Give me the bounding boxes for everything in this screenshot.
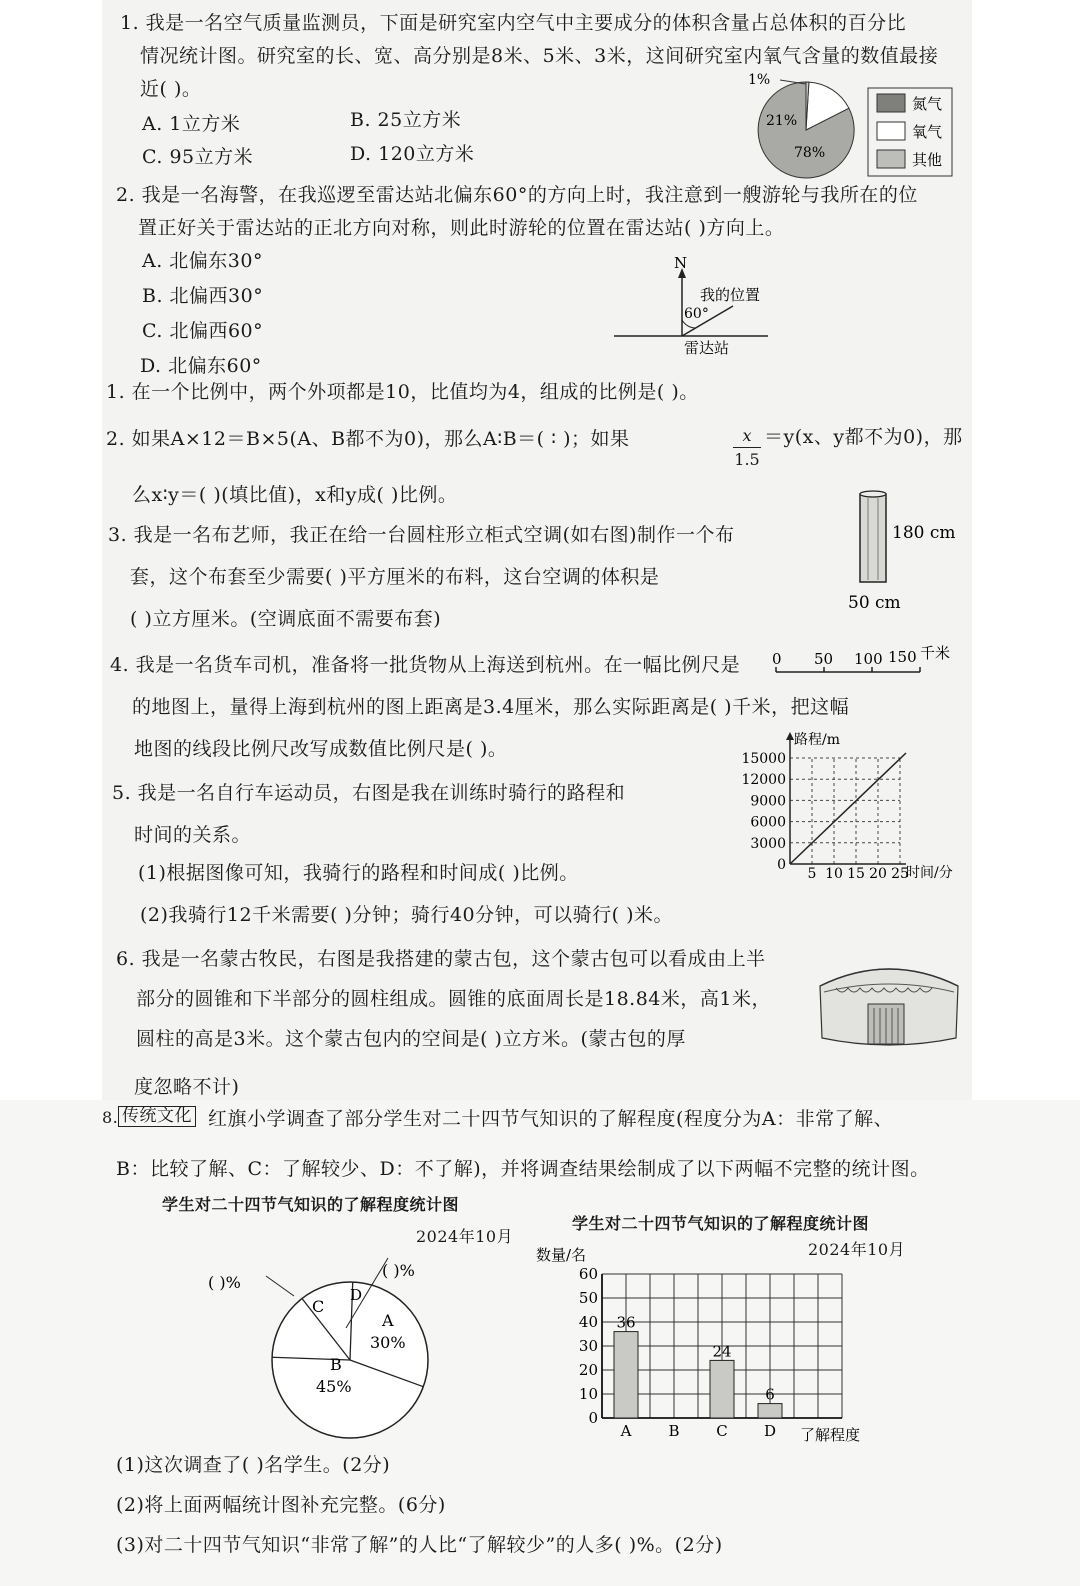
y-axis-arrow-icon bbox=[786, 732, 794, 740]
x-tick-label: 10 bbox=[825, 866, 843, 882]
q1-line3: 近( )。 bbox=[140, 78, 202, 100]
height-label: 180 cm bbox=[892, 523, 956, 543]
y-tick-label: 3000 bbox=[750, 835, 786, 852]
x-tick-label: 5 bbox=[807, 866, 817, 882]
legend-swatch-other bbox=[877, 150, 905, 168]
pie-label-1pct: 1% bbox=[748, 72, 771, 88]
y-tick-label: 0 bbox=[777, 857, 786, 873]
scale-unit: 千米 bbox=[920, 644, 951, 662]
pie-leader-c bbox=[266, 1276, 294, 1296]
legend-label-other: 其他 bbox=[912, 151, 943, 169]
pie-blank-left: ( )% bbox=[208, 1273, 241, 1292]
fill-q2-part1: 2. 如果A×12＝B×5(A、B都不为0)，那么A∶B＝( ∶ )；如果 bbox=[106, 428, 630, 450]
bar-y-tick: 20 bbox=[578, 1361, 598, 1379]
q1-option-a: A. 1立方米 bbox=[142, 113, 241, 135]
legend-label-oxygen: 氧气 bbox=[912, 123, 943, 141]
pie-seg-a-pct: 30% bbox=[370, 1333, 406, 1352]
q8-number: 8. bbox=[102, 1108, 119, 1127]
bar-x-tick: A bbox=[620, 1422, 632, 1440]
bar-value-label: 24 bbox=[712, 1342, 732, 1361]
cylinder-top bbox=[860, 491, 886, 497]
fraction-denominator: 1.5 bbox=[734, 450, 760, 469]
q8-sub3: (3)对二十四节气知识“非常了解”的人比“了解较少”的人多( )%。(2分) bbox=[116, 1534, 723, 1556]
q1-option-c: C. 95立方米 bbox=[142, 146, 254, 168]
bar-value-label: 36 bbox=[616, 1313, 636, 1332]
q2-option-a: A. 北偏东30° bbox=[142, 250, 263, 272]
pie-chart-title: 学生对二十四节气知识的了解程度统计图 bbox=[162, 1195, 460, 1214]
bar-y-tick: 40 bbox=[578, 1313, 598, 1331]
pie-chart-date: 2024年10月 bbox=[416, 1227, 514, 1246]
pie-seg-d: D bbox=[350, 1286, 363, 1304]
scale-tick-0: 0 bbox=[772, 650, 782, 668]
fill-q5-sub1: (1)根据图像可知，我骑行的路程和时间成( )比例。 bbox=[138, 862, 579, 884]
pie-seg-b: B bbox=[330, 1355, 342, 1374]
q2-option-b: B. 北偏西30° bbox=[142, 285, 264, 307]
fraction-numerator: x bbox=[742, 426, 752, 445]
q1-option-d: D. 120立方米 bbox=[350, 143, 475, 165]
bar-y-tick: 60 bbox=[578, 1265, 598, 1283]
fill-q3-line2: 套，这个布套至少需要( )平方厘米的布料，这台空调的体积是 bbox=[130, 566, 660, 588]
survey-bar-chart bbox=[530, 1240, 890, 1450]
legend-swatch-oxygen bbox=[877, 122, 905, 140]
fill-q3-line3: ( )立方厘米。(空调底面不需要布套) bbox=[130, 608, 442, 630]
bar-x-tick: D bbox=[763, 1422, 777, 1440]
survey-pie-chart bbox=[200, 1252, 500, 1452]
y-axis-title: 路程/m bbox=[794, 732, 840, 748]
cylinder-body bbox=[860, 494, 886, 582]
bar-x-tick: B bbox=[668, 1422, 680, 1440]
q1-line2: 情况统计图。研究室的长、宽、高分别是8米、5米、3米，这间研究室内氧气含量的数值最接 bbox=[140, 45, 939, 67]
fill-q6-line1: 6. 我是一名蒙古牧民，右图是我搭建的蒙古包，这个蒙古包可以看成由上半 bbox=[116, 948, 766, 970]
x-tick-label: 25 bbox=[891, 866, 909, 882]
q1-air-pie-figure bbox=[740, 66, 970, 186]
pie-seg-c: C bbox=[312, 1297, 325, 1316]
y-tick-label: 9000 bbox=[750, 793, 786, 810]
q2-option-c: C. 北偏西60° bbox=[142, 320, 264, 342]
fill-q1: 1. 在一个比例中，两个外项都是10，比值均为4，组成的比例是( )。 bbox=[106, 381, 699, 403]
x-axis-title: 时间/分 bbox=[906, 865, 953, 881]
y-tick-label: 12000 bbox=[741, 772, 786, 789]
pie-blank-right: ( )% bbox=[382, 1261, 415, 1280]
fill-q5-line2: 时间的关系。 bbox=[134, 824, 252, 846]
bar-chart-date: 2024年10月 bbox=[808, 1240, 906, 1259]
fill-q2-part2: ＝y(x、y都不为0)，那 bbox=[764, 426, 963, 448]
bar-chart-title: 学生对二十四节气知识的了解程度统计图 bbox=[572, 1214, 870, 1233]
y-tick-label: 6000 bbox=[750, 814, 786, 831]
fill-q4-line1: 4. 我是一名货车司机，准备将一批货物从上海送到杭州。在一幅比例尺是 bbox=[110, 654, 741, 676]
q1-option-b: B. 25立方米 bbox=[350, 109, 462, 131]
q2-direction-figure bbox=[608, 252, 788, 362]
fill-q6-line4: 度忽略不计) bbox=[134, 1076, 240, 1098]
scale-tick-150: 150 bbox=[888, 648, 917, 666]
q8-sub2: (2)将上面两幅统计图补充完整。(6分) bbox=[116, 1494, 446, 1516]
q2-line2: 置正好关于雷达站的正北方向对称，则此时游轮的位置在雷达站( )方向上。 bbox=[138, 217, 785, 239]
q8-sub1: (1)这次调查了( )名学生。(2分) bbox=[116, 1454, 391, 1476]
bar-y-tick: 10 bbox=[578, 1385, 598, 1403]
y-tick-label: 15000 bbox=[741, 751, 786, 767]
q1-legend bbox=[868, 88, 952, 176]
fill-q4-line2: 的地图上，量得上海到杭州的图上距离是3.4厘米，那么实际距离是( )千米，把这幅 bbox=[132, 696, 850, 718]
scale-tick-50: 50 bbox=[814, 650, 834, 668]
aircon-cylinder-figure bbox=[846, 486, 966, 616]
pie-seg-a: A bbox=[382, 1311, 394, 1330]
my-position-label: 我的位置 bbox=[700, 286, 761, 304]
fill-q5-sub2: (2)我骑行12千米需要( )分钟；骑行40分钟，可以骑行( )米。 bbox=[140, 904, 673, 926]
fill-q6-line2: 部分的圆锥和下半部分的圆柱组成。圆锥的底面周长是18.84米，高1米， bbox=[136, 988, 771, 1010]
pie-seg-b-pct: 45% bbox=[316, 1377, 352, 1396]
x-tick-label: 15 bbox=[847, 866, 865, 882]
bar-y-tick: 30 bbox=[578, 1337, 598, 1355]
bar-x-tick: C bbox=[716, 1422, 728, 1440]
distance-time-line bbox=[790, 753, 906, 864]
fill-q3-line1: 3. 我是一名布艺师，我正在给一台圆柱形立柜式空调(如右图)制作一个布 bbox=[108, 524, 735, 546]
q8-tag: 传统文化 bbox=[118, 1106, 196, 1127]
fill-q6-line3: 圆柱的高是3米。这个蒙古包内的空间是( )立方米。(蒙古包的厚 bbox=[136, 1028, 686, 1050]
fill-q4-line3: 地图的线段比例尺改写成数值比例尺是( )。 bbox=[134, 738, 508, 760]
fill-q2-part3: 么x∶y＝( )(填比值)，x和y成( )比例。 bbox=[132, 484, 458, 506]
q8-line2: B：比较了解、C：了解较少、D：不了解)，并将调查结果绘制成了以下两幅不完整的统计图。 bbox=[116, 1158, 930, 1180]
x-tick-label: 20 bbox=[869, 866, 887, 882]
diameter-label: 50 cm bbox=[848, 593, 901, 613]
north-label: N bbox=[674, 254, 688, 272]
legend-swatch-nitrogen bbox=[877, 94, 905, 112]
bar-C bbox=[710, 1360, 734, 1418]
q1-line1: 1. 我是一名空气质量监测员，下面是研究室内空气中主要成分的体积含量占总体积的百分比 bbox=[120, 12, 907, 34]
radar-station-label: 雷达站 bbox=[684, 339, 730, 357]
yurt-image bbox=[816, 948, 962, 1052]
legend-label-nitrogen: 氮气 bbox=[912, 95, 943, 113]
bar-x-axis-title: 了解程度 bbox=[800, 1426, 861, 1444]
line-scale-bar bbox=[770, 640, 970, 680]
pie-label-21pct: 21% bbox=[766, 113, 798, 129]
bar-y-tick: 50 bbox=[578, 1289, 598, 1307]
fraction-bar bbox=[733, 447, 761, 448]
q2-line1: 2. 我是一名海警，在我巡逻至雷达站北偏东60°的方向上时，我注意到一艘游轮与我所在的位 bbox=[116, 184, 918, 206]
bar-y-tick: 0 bbox=[588, 1409, 598, 1427]
q8-line1: 红旗小学调查了部分学生对二十四节气知识的了解程度(程度分为A：非常了解、 bbox=[208, 1108, 894, 1130]
scale-tick-100: 100 bbox=[854, 650, 883, 668]
pie-label-78pct: 78% bbox=[794, 145, 826, 161]
angle-label: 60° bbox=[684, 306, 709, 322]
distance-time-chart bbox=[736, 730, 976, 890]
bar-D bbox=[758, 1404, 782, 1418]
q2-option-d: D. 北偏东60° bbox=[140, 355, 262, 377]
fill-q5-line1: 5. 我是一名自行车运动员，右图是我在训练时骑行的路程和 bbox=[112, 782, 626, 804]
bar-y-axis-title: 数量/名 bbox=[536, 1246, 587, 1264]
bar-value-label: 6 bbox=[765, 1385, 775, 1404]
bar-A bbox=[614, 1332, 638, 1418]
